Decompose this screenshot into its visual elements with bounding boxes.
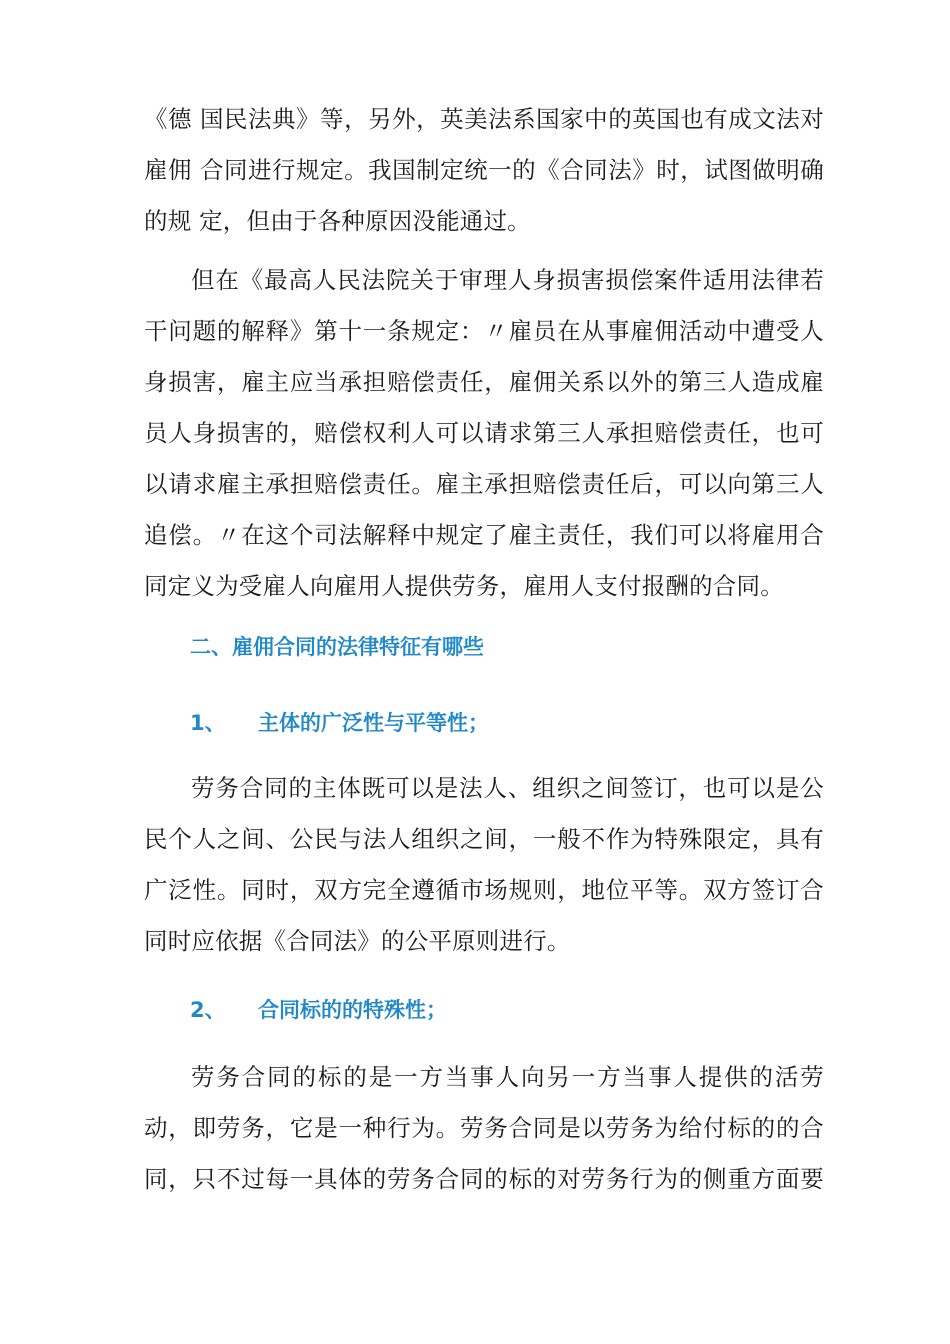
- subheading-item-1: [190, 708, 489, 738]
- text-line: 劳务合同的主体既可以是法人、组织之间签订，也可以是公: [191, 774, 824, 802]
- subheading-number: 1、: [190, 711, 226, 735]
- text-line: 干问题的解释》第十一条规定：〃雇员在从事雇佣活动中遭受人: [144, 317, 824, 345]
- paragraph-subject-breadth: [144, 763, 824, 967]
- text-line: 身损害，雇主应当承担赔偿责任，雇佣关系以外的第三人造成雇: [144, 368, 824, 396]
- text-line: 的规 定，但由于各种原因没能通过。: [144, 207, 531, 235]
- text-line: 追偿。〃在这个司法解释中规定了雇主责任，我们可以将雇用合: [144, 521, 824, 549]
- text-line: 以请求雇主承担赔偿责任。雇主承担赔偿责任后，可以向第三人: [144, 470, 824, 498]
- text-line: 雇佣 合同进行规定。我国制定统一的《合同法》时，试图做明确: [144, 156, 824, 184]
- subheading-text: 合同标的的特殊性；: [258, 998, 447, 1022]
- text-line: 同，只不过每一具体的劳务合同的标的对劳务行为的侧重方面要: [144, 1165, 824, 1193]
- subheading-item-2: [190, 995, 447, 1025]
- text-line: 《德 国民法典》等，另外，英美法系国家中的英国也有成文法对: [144, 105, 824, 133]
- paragraph-contract-object: [144, 1052, 824, 1205]
- text-line: 民个人之间、公民与法人组织之间，一般不作为特殊限定，具有: [144, 825, 824, 853]
- text-line: 员人身损害的，赔偿权利人可以请求第三人承担赔偿责任，也可: [144, 419, 824, 447]
- section-heading-text: 二、雇佣合同的法律特征有哪些: [190, 635, 484, 659]
- text-line: 劳务合同的标的是一方当事人向另一方当事人提供的活劳: [191, 1063, 824, 1091]
- text-line: 同时应依据《合同法》的公平原则进行。: [144, 927, 571, 955]
- subheading-text: 主体的广泛性与平等性；: [258, 711, 489, 735]
- subheading-number: 2、: [190, 998, 226, 1022]
- paragraph-civil-code: [144, 94, 824, 247]
- text-line: 同定义为受雇人向雇用人提供劳务，雇用人支付报酬的合同。: [144, 572, 784, 600]
- text-line: 动，即劳务，它是一种行为。劳务合同是以劳务为给付标的的合: [144, 1114, 824, 1142]
- text-line: 但在《最高人民法院关于审理人身损害损偿案件适用法律若: [191, 266, 824, 294]
- text-line: 广泛性。同时，双方完全遵循市场规则，地位平等。双方签订合: [144, 876, 824, 904]
- paragraph-judicial-interpretation: [144, 255, 824, 612]
- section-heading: [190, 632, 484, 662]
